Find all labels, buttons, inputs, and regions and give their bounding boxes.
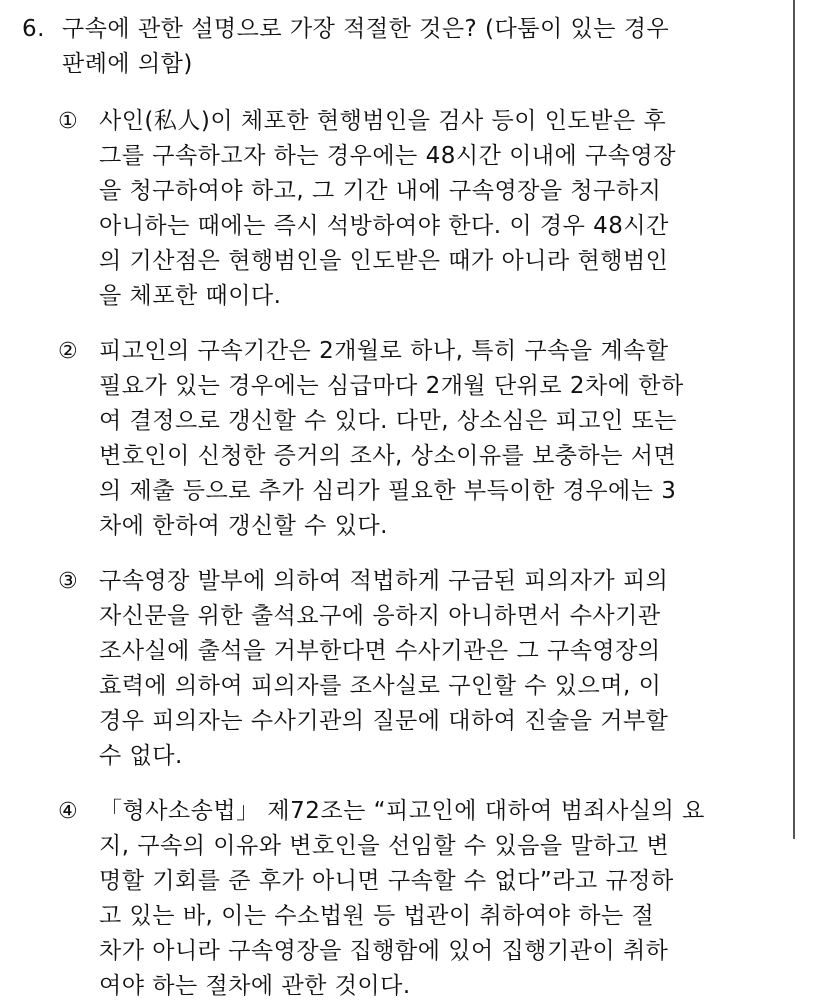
option-text-line: 구속영장 발부에 의하여 적법하게 구금된 피의자가 피의: [99, 568, 669, 594]
option-text-line: 그를 구속하고자 하는 경우에는 48시간 이내에 구속영장: [99, 143, 676, 169]
option-text-line: 피고인의 구속기간은 2개월로 하나, 특히 구속을 계속할: [99, 338, 669, 364]
option-text-line: 효력에 의하여 피의자를 조사실로 구인할 수 있으며, 이: [99, 673, 662, 699]
question-stem-text: 구속에 관한 설명으로 가장 적절한 것은? (다툼이 있는 경우: [62, 16, 670, 42]
answer-option-2[interactable]: [22, 334, 792, 544]
option-text-line: 명할 기회를 준 후가 아니면 구속할 수 없다”라고 규정하: [99, 868, 674, 894]
option-text-line: 고 있는 바, 이는 수소법원 등 법관이 취하여야 하는 절: [99, 903, 655, 929]
question-stem-line-1: [22, 12, 792, 47]
option-text-line: 의 기산점은 현행범인을 인도받은 때가 아니라 현행범인: [99, 248, 669, 274]
option-text-line: 필요가 있는 경우에는 심급마다 2개월 단위로 2차에 한하: [99, 373, 684, 399]
option-marker: ②: [58, 339, 78, 364]
answer-option-4[interactable]: [22, 794, 792, 1004]
question-block: [22, 12, 792, 1004]
option-marker: ③: [58, 569, 78, 594]
option-text-line: 의 제출 등으로 추가 심리가 필요한 부득이한 경우에는 3: [99, 478, 677, 504]
option-text-line: 아니하는 때에는 즉시 석방하여야 한다. 이 경우 48시간: [99, 213, 669, 239]
column-divider: [793, 0, 795, 839]
option-text-line: 경우 피의자는 수사기관의 질문에 대하여 진술을 거부할: [99, 708, 669, 734]
question-stem-line-2: 판례에 의함): [62, 51, 193, 77]
option-text-line: 사인(私人)이 체포한 현행범인을 검사 등이 인도받은 후: [99, 108, 667, 134]
option-text-line: 을 체포한 때이다.: [99, 283, 282, 309]
option-text-line: 자신문을 위한 출석요구에 응하지 아니하면서 수사기관: [99, 603, 661, 629]
option-text-line: 변호인이 신청한 증거의 조사, 상소이유를 보충하는 서면: [99, 443, 677, 469]
option-text-line: 을 청구하여야 하고, 그 기간 내에 구속영장을 청구하지: [99, 178, 662, 204]
option-text-line: 차에 한하여 갱신할 수 있다.: [99, 513, 388, 539]
answer-option-3[interactable]: [22, 564, 792, 774]
answer-option-1[interactable]: [22, 104, 792, 314]
option-marker: ①: [58, 109, 78, 134]
option-text-line: 차가 아니라 구속영장을 집행함에 있어 집행기관이 취하: [99, 938, 669, 964]
option-text-line: 「형사소송법」 제72조는 “피고인에 대하여 범죄사실의 요: [99, 798, 705, 824]
option-marker: ④: [58, 799, 78, 824]
option-text-line: 수 없다.: [99, 743, 183, 769]
option-text-line: 조사실에 출석을 거부한다면 수사기관은 그 구속영장의: [99, 638, 661, 664]
question-number: 6.: [22, 16, 45, 42]
option-text-line: 여 결정으로 갱신할 수 있다. 다만, 상소심은 피고인 또는: [99, 408, 677, 434]
option-text-line: 여야 하는 절차에 관한 것이다.: [99, 973, 411, 999]
option-text-line: 지, 구속의 이유와 변호인을 선임할 수 있음을 말하고 변: [99, 833, 670, 859]
